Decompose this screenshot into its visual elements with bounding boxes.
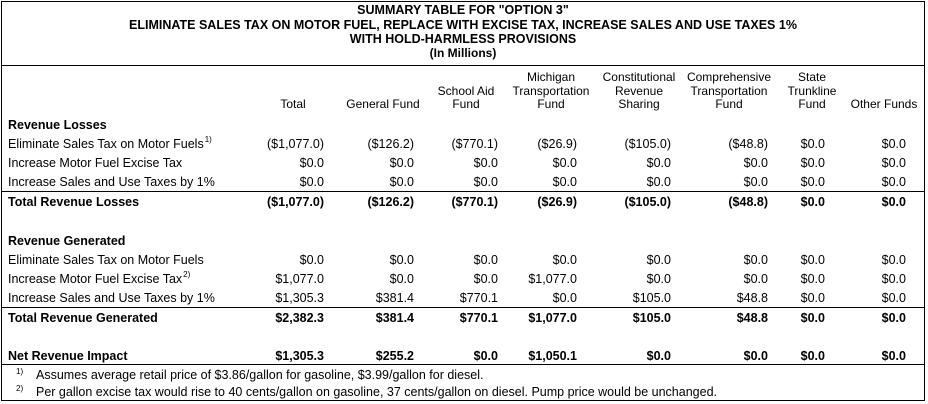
table-cell: $0.0 [473,175,498,189]
table-cell: ($105.0) [624,137,671,151]
table-cell: ($48.8) [728,137,768,151]
table-cell: $0.0 [800,311,825,325]
row-label-total: Total Revenue Generated [8,311,158,325]
col-header-michigan-transportation-fund: Michigan Transportation Fund [512,70,590,111]
table-cell: $0.0 [646,253,671,267]
table-cell: $0.0 [881,291,906,305]
table-cell: $0.0 [800,253,825,267]
table-cell: ($105.0) [624,195,671,209]
table-cell: $1,305.3 [275,349,324,363]
table-cell: $0.0 [646,272,671,286]
section-heading-revenue-losses: Revenue Losses [8,118,107,132]
footnote-divider [1,364,925,365]
table-cell: ($48.8) [728,195,768,209]
table-cell: $105.0 [632,291,671,305]
table-cell: $0.0 [800,272,825,286]
table-cell: $0.0 [389,253,414,267]
table-subtitle-line1: ELIMINATE SALES TAX ON MOTOR FUEL, REPLACE WITH EXCISE TAX, INCREASE SALES AND USE TAXES 1% [129,18,797,32]
table-cell: $770.1 [459,311,498,325]
col-header-total: Total [280,97,306,111]
section-heading-revenue-generated: Revenue Generated [8,234,126,248]
table-cell: $0.0 [552,175,577,189]
table-cell: $0.0 [881,156,906,170]
row-label: Increase Motor Fuel Excise Tax [8,156,183,170]
table-cell: $0.0 [646,349,671,363]
col-header-comprehensive-transportation-fund: Comprehensive Transportation Fund [686,70,772,111]
table-cell: $0.0 [743,349,768,363]
table-cell: $0.0 [881,195,906,209]
table-cell: $0.0 [743,272,768,286]
table-cell: $0.0 [473,272,498,286]
table-cell: ($126.2) [367,137,414,151]
row-label: Increase Sales and Use Taxes by 1% [8,175,215,189]
table-cell: $770.1 [459,291,498,305]
table-cell: $1,077.0 [275,272,324,286]
col-header-state-trunkline-fund: State Trunkline Fund [787,70,837,111]
table-cell: $0.0 [389,272,414,286]
table-cell: $0.0 [800,195,825,209]
row-label-total: Total Revenue Losses [8,195,140,209]
units-note: (In Millions) [429,46,497,60]
col-header-general-fund: General Fund [346,97,420,111]
table-cell: $255.2 [375,349,414,363]
table-subtitle-line2: WITH HOLD-HARMLESS PROVISIONS [349,32,577,46]
table-cell: $0.0 [389,175,414,189]
footnote-text: Per gallon excise tax would rise to 40 cents/gallon on gasoline, 37 cents/gallon on diesel. Pump price would be unchanged. [36,385,717,399]
table-cell: $1,077.0 [528,311,577,325]
footnote-ref: 2) [183,270,191,279]
table-cell: $0.0 [473,349,498,363]
table-cell: $0.0 [299,253,324,267]
table-cell: $48.8 [736,291,768,305]
table-cell: $48.8 [736,311,768,325]
table-cell: $0.0 [800,349,825,363]
table-cell: ($26.9) [537,137,577,151]
row-label-net: Net Revenue Impact [8,349,128,363]
table-cell: $381.4 [375,291,414,305]
row-label: Eliminate Sales Tax on Motor Fuels [8,253,204,267]
table-cell: $0.0 [389,156,414,170]
table-cell: $0.0 [473,253,498,267]
table-cell: $1,050.1 [528,349,577,363]
table-cell: $105.0 [632,311,671,325]
row-divider [1,307,925,308]
table-cell: $0.0 [881,311,906,325]
table-cell: $1,305.3 [275,291,324,305]
table-cell: $0.0 [881,272,906,286]
table-cell: ($1,077.0) [267,137,324,151]
table-cell: $0.0 [800,156,825,170]
table-cell: ($26.9) [537,195,577,209]
table-cell: $1,077.0 [528,272,577,286]
table-cell: $381.4 [375,311,414,325]
footnote-mark: 2) [16,384,24,393]
table-cell: $0.0 [800,137,825,151]
table-cell: $0.0 [646,175,671,189]
col-header-other-funds: Other Funds [850,97,918,111]
footnote-mark: 1) [16,367,24,376]
row-label: Eliminate Sales Tax on Motor Fuels$^{1)}$ [8,135,212,151]
table-cell: ($1,077.0) [267,195,324,209]
row-label: Increase Motor Fuel Excise Tax$^{2)}$ [8,270,191,286]
table-cell: $0.0 [881,175,906,189]
table-cell: $0.0 [881,137,906,151]
table-cell: ($770.1) [451,195,498,209]
title-divider [1,65,925,66]
table-cell: $0.0 [552,253,577,267]
table-cell: $0.0 [881,349,906,363]
col-header-school-aid-fund: School Aid Fund [437,83,495,111]
table-cell: $0.0 [646,156,671,170]
table-cell: $0.0 [552,156,577,170]
table-cell: $0.0 [743,253,768,267]
table-cell: $0.0 [800,175,825,189]
table-title: SUMMARY TABLE FOR "OPTION 3" [357,3,569,17]
table-cell: ($770.1) [451,137,498,151]
table-cell: $0.0 [743,175,768,189]
table-cell: $0.0 [473,156,498,170]
footnote-ref: 1) [204,135,212,144]
row-divider [1,191,925,192]
table-cell: $0.0 [881,253,906,267]
table-cell: $0.0 [800,291,825,305]
table-cell: $0.0 [299,175,324,189]
row-label: Increase Sales and Use Taxes by 1% [8,291,215,305]
table-cell: $0.0 [743,156,768,170]
table-cell: $0.0 [552,291,577,305]
footnote-text: Assumes average retail price of $3.86/gallon for gasoline, $3.99/gallon for diesel. [36,368,484,382]
col-header-constitutional-revenue-sharing: Constitutional Revenue Sharing [602,70,676,111]
table-cell: $2,382.3 [275,311,324,325]
table-cell: $0.0 [299,156,324,170]
table-cell: ($126.2) [367,195,414,209]
